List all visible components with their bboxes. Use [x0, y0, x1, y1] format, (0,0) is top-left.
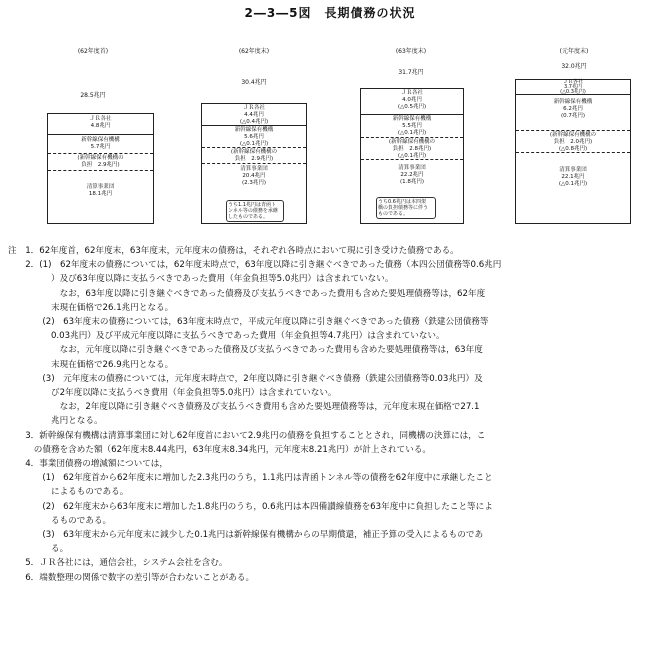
debt-bar — [47, 113, 154, 224]
note-line: うち1.1兆円は青函ト — [228, 202, 276, 208]
settlement-segment — [361, 165, 463, 193]
segment-change: (△0.1兆円) — [397, 153, 427, 159]
note-line: 2．(1) 62年度末の債務については，62年度末時点で，63年度以降に引き継ぐべきであった債務（本四公団債務等0.6兆円 — [8, 260, 502, 271]
figure-title: 2―3―5図 長期債務の状況 — [244, 6, 416, 20]
segment-label: ＪＲ各社 — [400, 90, 423, 96]
segment-value: 18.1兆円 — [88, 191, 113, 197]
segment-value: 22.2兆円 — [400, 172, 424, 178]
segment-label: 清算事業団 — [559, 167, 587, 173]
segment-label: (新幹線保有機構の — [388, 139, 436, 145]
footnotes — [8, 244, 653, 585]
segment-label: (新幹線保有機構の — [77, 155, 124, 161]
burden-segment — [516, 131, 630, 153]
shinkansen-segment — [202, 126, 306, 148]
note-line: によるものである。 — [8, 487, 129, 498]
segment-value: 3.7兆円 — [564, 84, 582, 90]
segment-label: ＪＲ各社 — [89, 116, 112, 122]
segment-change: (△0.8兆円) — [558, 146, 588, 152]
segment-change: (1.8兆円) — [399, 179, 425, 185]
note-line: 末現在価格で26.1兆円となる。 — [8, 302, 174, 313]
segment-change: (△0.5兆円) — [397, 104, 427, 110]
note-line: 橋の負担債務等に伴う — [378, 205, 429, 211]
note-line: (3) 63年度末から元年度末に減少した0.1兆円は新幹線保有機構からの早期償還，補正予算の受入によるものであ — [8, 530, 484, 541]
settlement-segment — [516, 167, 630, 195]
note-line: る。 — [8, 544, 69, 555]
note-line: 注 1．62年度首，62年度末，63年度末，元年度末の債務は，それぞれ各時点において現に引き受けた債務である。 — [8, 246, 459, 256]
segment-label: 清算事業団 — [240, 166, 268, 172]
segment-value: 22.1兆円 — [561, 174, 585, 180]
note-line: 兆円となる。 — [8, 416, 103, 427]
note-line: 6．端数整理の関係で数字の差引等が合わないことがある。 — [8, 572, 255, 583]
column-year-label: (62年度首) — [77, 48, 109, 55]
segment-value: 20.4兆円 — [242, 173, 266, 179]
segment-value: 4.0兆円 — [402, 97, 422, 103]
segment-value: 5.7兆円 — [90, 144, 111, 150]
segment-value: 5.6兆円 — [244, 134, 264, 140]
segment-change: (△0.4兆円) — [239, 119, 269, 125]
segment-label: ＪＲ各社 — [562, 79, 583, 85]
jr-segment — [516, 80, 630, 95]
shinkansen-segment — [361, 115, 463, 138]
debt-bar — [201, 103, 307, 224]
note-line: び2年度以降に支払うべき費用（年金負担等5.0兆円）は含まれていない。 — [8, 388, 337, 399]
note-line: ものである。 — [378, 211, 409, 217]
shinkansen-segment — [48, 135, 153, 154]
note-line: なお，2年度以降に引き継ぐべき債務及び支払うべき費用も含めた要処理債務等は，元年度末現在価格で27.1 — [8, 402, 480, 413]
segment-value: 負担 2.9兆円) — [234, 156, 274, 162]
segment-value: 6.2兆円 — [563, 106, 583, 112]
segment-label: ＪＲ各社 — [242, 105, 265, 111]
note-line: 4．事業団債務の増減額については， — [8, 459, 168, 470]
note-line: の債務を含めた額（62年度末8.44兆円，63年度末8.34兆円，元年度末8.21兆円）が計上されている。 — [8, 444, 432, 455]
segment-label: 新幹線保有機構 — [234, 127, 274, 133]
debt-bar — [360, 88, 464, 224]
note-line: 0.03兆円）及び平成元年度以降に支払うべきであった費用（年金負担等4.7兆円）は含まれていない。 — [8, 331, 445, 342]
note-line: (2) 62年度末から63年度末に増加した1.8兆円のうち，0.6兆円は本四備讃線債務を63年度中に負担したこと等によ — [8, 501, 493, 512]
column-year-label: (63年度末) — [395, 48, 427, 55]
segment-change: (0.7兆円) — [560, 113, 586, 119]
jr-segment — [361, 89, 463, 115]
note-line: (2) 63年度末の債務については，63年度末時点で，平成元年度以降に引き継ぐべきであった債務（鉄建公団債務等 — [8, 317, 489, 328]
segment-label: 新幹線保有機構 — [81, 137, 120, 143]
note-line: 3．新幹線保有機構は清算事業団に対し62年度首において2.9兆円の債務を負担することとされ，同機構の決算には，こ — [8, 430, 486, 441]
segment-value: 5.5兆円 — [402, 123, 422, 129]
column-total: 31.7兆円 — [398, 69, 424, 76]
segment-label: 新幹線保有機構 — [553, 99, 593, 105]
column-total: 32.0兆円 — [561, 63, 587, 70]
note-line: るものである。 — [8, 515, 112, 526]
burden-segment — [361, 138, 463, 160]
segment-value: 負担 2.9兆円) — [81, 162, 120, 168]
column-total: 28.5兆円 — [80, 92, 106, 99]
segment-label: 清算事業団 — [398, 165, 426, 171]
note-line: ）及び63年度以降に支払うべきであった費用（年金負担等5.0兆円）は含まれていない。 — [8, 274, 394, 285]
jr-segment — [48, 114, 153, 135]
shinkansen-segment — [516, 95, 630, 131]
note-line: したものである。 — [228, 214, 269, 220]
segment-value: 4.4兆円 — [244, 112, 264, 118]
note-box — [376, 197, 436, 219]
burden-segment — [48, 154, 153, 171]
segment-change: (△0.1兆円) — [558, 181, 588, 187]
segment-value: 負担 2.8兆円) — [392, 146, 432, 152]
debt-bar — [515, 79, 631, 224]
note-line: (3) 元年度末の債務については，元年度末時点で，2年度以降に引き継ぐべき債務（鉄建公団債務等0.03兆円）及 — [8, 373, 483, 384]
note-line: 末現在価格で26.9兆円となる。 — [8, 359, 174, 370]
note-line: うち0.6兆円は本四架 — [378, 199, 426, 205]
segment-value: 負担 2.0兆円) — [553, 139, 593, 145]
note-box — [226, 200, 284, 222]
segment-label: (新幹線保有機構の — [549, 132, 597, 138]
settlement-segment — [48, 184, 153, 206]
column-total: 30.4兆円 — [241, 79, 267, 86]
note-line: ンネル等の債務を承継 — [228, 208, 278, 214]
segment-change: (△0.1兆円) — [397, 130, 427, 136]
column-year-label: (62年度末) — [238, 48, 270, 55]
settlement-segment — [202, 164, 306, 192]
column-year-label: (元年度末) — [559, 48, 589, 55]
segment-change: (△0.1兆円) — [239, 141, 269, 147]
note-line: 5．ＪＲ各社には，通信会社，システム会社を含む。 — [8, 558, 228, 569]
jr-segment — [202, 104, 306, 126]
segment-value: 4.8兆円 — [90, 123, 111, 129]
segment-label: 新幹線保有機構 — [392, 116, 432, 122]
note-line: なお，元年度以降に引き継ぐべきであった債務及び支払うべきであった費用も含めた要処理債務等は，63年度 — [8, 345, 483, 356]
segment-change: (△0.3兆円) — [560, 89, 586, 95]
note-line: なお，63年度以降に引き継ぐべきであった債務及び支払うべきであった費用も含めた要処理債務等は，62年度 — [8, 288, 486, 299]
segment-label: (新幹線保有機構の — [230, 149, 278, 155]
burden-segment — [202, 148, 306, 164]
segment-change: (2.3兆円) — [241, 180, 267, 186]
segment-label: 清算事業団 — [86, 184, 115, 190]
note-line: (1) 62年度首から62年度末に増加した2.3兆円のうち，1.1兆円は青函トンネル等の債務を62年度中に承継したこと — [8, 473, 493, 484]
